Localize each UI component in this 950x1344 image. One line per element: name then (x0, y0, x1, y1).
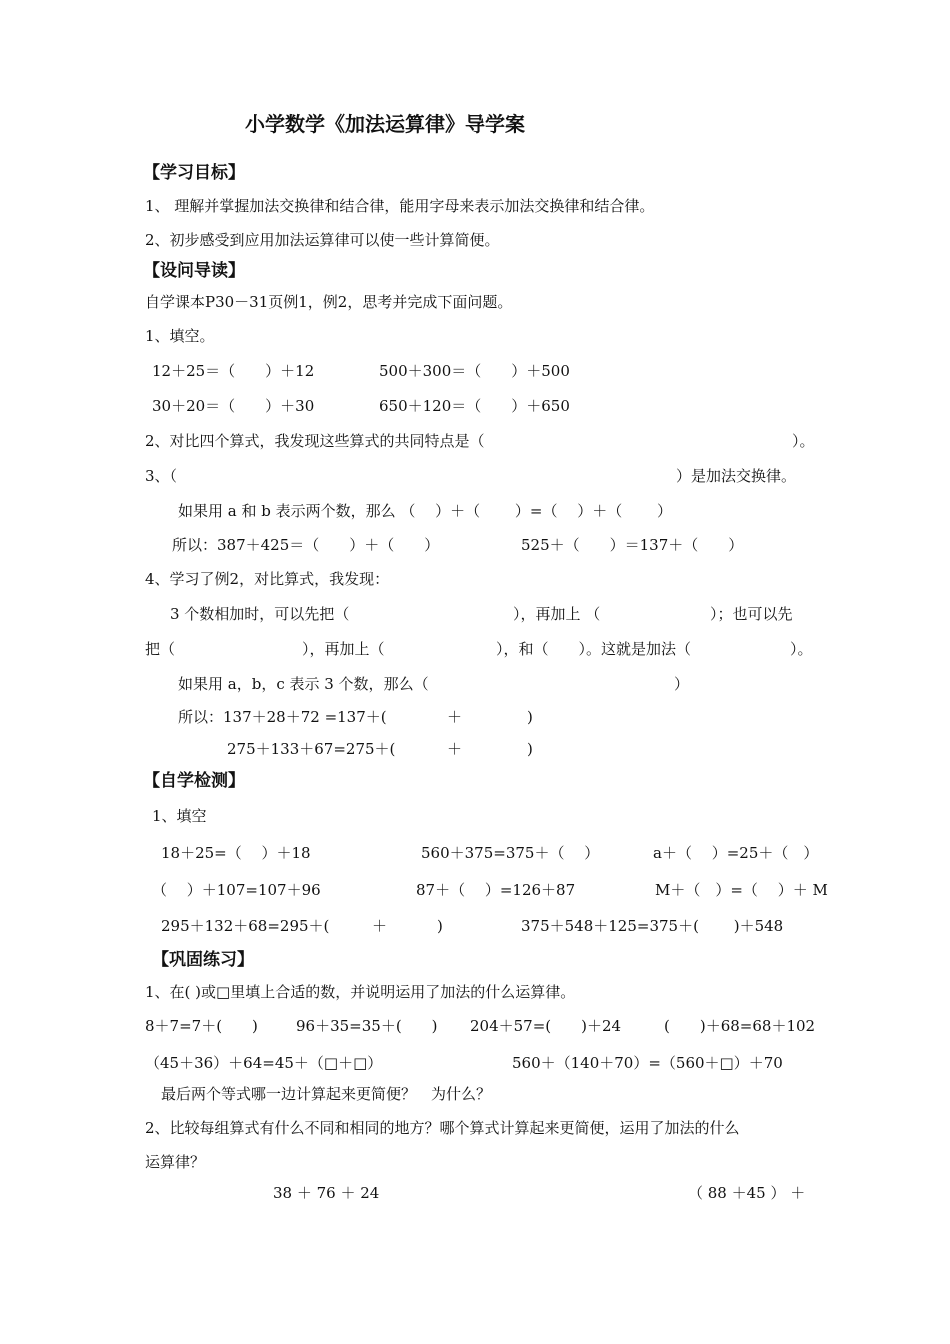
equation: 275＋133＋67=275＋( (227, 740, 396, 758)
equation: 204＋57=( )＋24 (470, 1017, 622, 1035)
text-fragment: ），再加上（ (302, 640, 385, 658)
practice-question-2: 2、比较每组算式有什么不同和相同的地方？哪个算式计算起来更简便，运用了加法的什么 (145, 1119, 740, 1137)
equation: 12＋25＝（ ）＋12 (152, 362, 315, 380)
section-heading-guide: 【设问导读】 (143, 261, 245, 281)
text-fragment: ）。 (790, 640, 813, 658)
guide-question-2: 2、对比四个算式，我发现这些算式的共同特点是（ (145, 432, 485, 450)
equation: （ ）＋107=107＋96 (152, 881, 321, 899)
text-fragment: ）；也可以先 (710, 605, 793, 623)
equation: 560＋（140＋70）=（560＋□）＋70 (512, 1054, 783, 1072)
equation: 30＋20＝（ ）＋30 (152, 397, 315, 415)
equation: 525＋（ ）＝137＋（ ） (521, 536, 744, 554)
equation: 87＋（ ）=126＋87 (416, 881, 576, 899)
text-fragment: ），和（ ）。这就是加法（ (496, 640, 692, 658)
guide-question-3-end: ）是加法交换律。 (676, 467, 797, 485)
equation: 375＋548＋125=375＋( )＋548 (521, 917, 784, 935)
text-fragment: 把（ (145, 640, 176, 658)
equation: 所以：387＋425＝（ ）＋（ ） (172, 536, 440, 554)
section-heading-self-check: 【自学检测】 (143, 771, 245, 791)
practice-followup-question: 最后两个等式哪一边计算起来更简便？ 为什么？ (161, 1085, 492, 1103)
equation: （45＋36）＋64=45＋（□＋□） (145, 1054, 383, 1072)
equation: 所以：137＋28＋72 =137＋( (178, 708, 387, 726)
equation: 295＋132＋68=295＋( (161, 917, 330, 935)
equation: M＋（ ）=（ ）＋ M (655, 881, 828, 899)
practice-question-1: 1、在( )或□里填上合适的数，并说明运用了加法的什么运算律。 (145, 983, 576, 1001)
blank-close: ) (527, 740, 533, 758)
blank-close: ) (437, 917, 443, 935)
expression: （ 88 ＋45 ） ＋ (688, 1184, 806, 1202)
equation: 560＋375=375＋（ ） (421, 844, 600, 862)
section-heading-goals: 【学习目标】 (143, 163, 245, 183)
letter-formula-line: 如果用 a 和 b 表示两个数，那么 （ ）＋（ ）=（ ）＋（ ） (178, 502, 673, 520)
equation: 18＋25=（ ）＋18 (161, 844, 311, 862)
equation: a＋（ ）=25＋（ ） (653, 844, 819, 862)
plus-sign: ＋ (447, 708, 463, 726)
plus-sign: ＋ (447, 740, 463, 758)
letter-formula-line: 如果用 a，b，c 表示 3 个数，那么（ (178, 675, 429, 693)
expression: 38 ＋ 76 ＋ 24 (273, 1184, 380, 1202)
guide-question-3: 3、（ (145, 467, 178, 485)
equation: 8＋7=7＋( ) (145, 1017, 258, 1035)
equation: 96＋35=35＋( ) (296, 1017, 438, 1035)
text-fragment: 3 个数相加时，可以先把（ (170, 605, 350, 623)
guide-question-4: 4、学习了例2，对比算式，我发现： (145, 570, 390, 588)
blank-close: ） (674, 675, 690, 693)
equation: 500＋300＝（ ）＋500 (379, 362, 570, 380)
section-heading-practice: 【巩固练习】 (152, 950, 254, 970)
plus-sign: ＋ (372, 917, 388, 935)
goal-line-1: 1、 理解并掌握加法交换律和结合律，能用字母来表示加法交换律和结合律。 (145, 197, 655, 215)
blank-close: ）。 (792, 432, 815, 450)
page-title: 小学数学《加法运算律》导学案 (245, 112, 525, 136)
equation: 650＋120＝（ ）＋650 (379, 397, 570, 415)
guide-intro: 自学课本P30－31页例1，例2，思考并完成下面问题。 (145, 293, 513, 311)
blank-close: ) (527, 708, 533, 726)
practice-question-2-cont: 运算律？ (145, 1153, 206, 1171)
goal-line-2: 2、初步感受到应用加法运算律可以使一些计算简便。 (145, 231, 500, 249)
text-fragment: ），再加上 （ (513, 605, 601, 623)
equation: ( )＋68=68＋102 (664, 1017, 816, 1035)
guide-question-1: 1、填空。 (145, 327, 215, 345)
self-check-question-1: 1、填空 (152, 807, 207, 825)
